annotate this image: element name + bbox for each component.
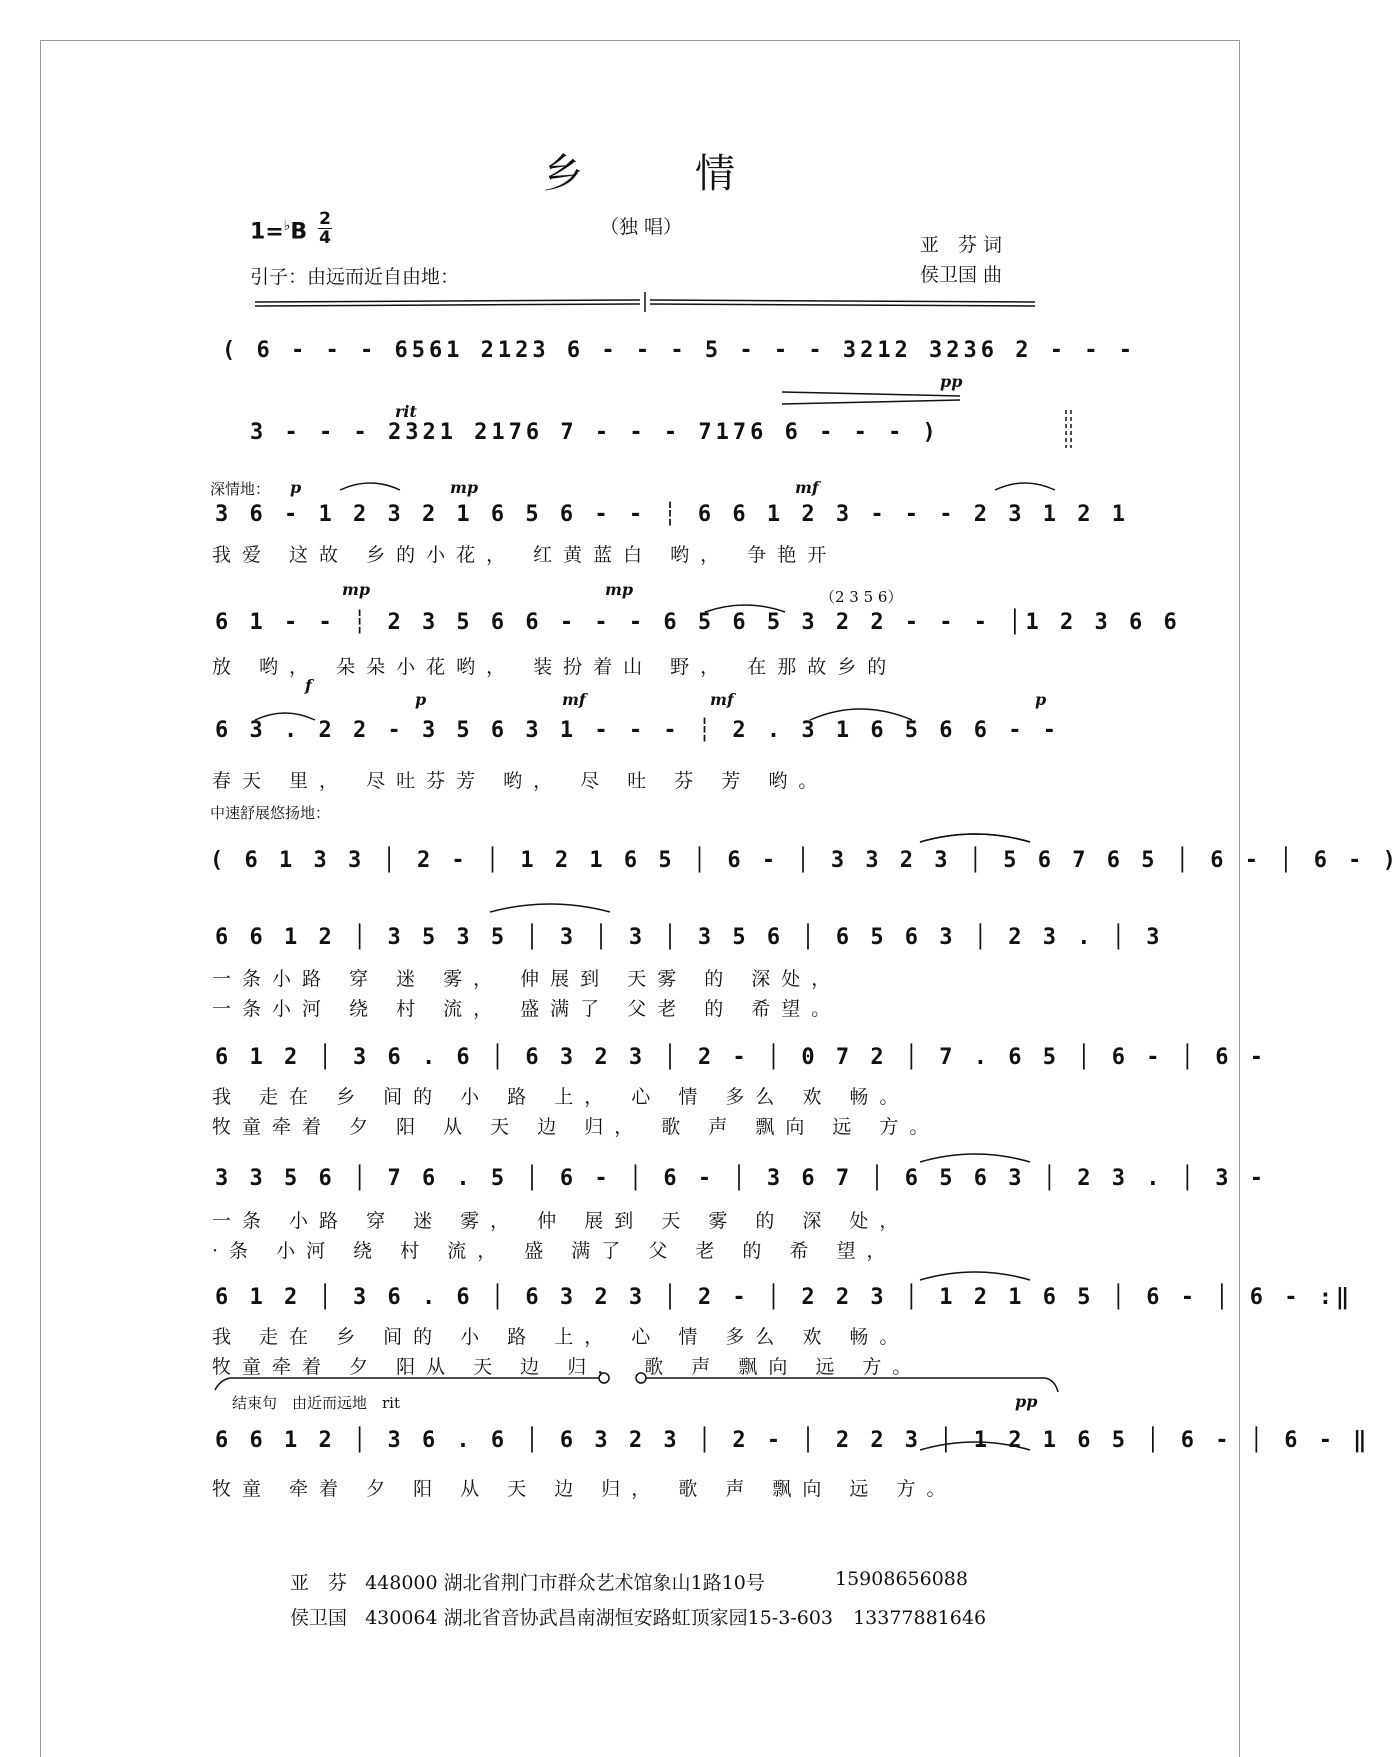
lyrics-line-10b: 牧童牵着 夕 阳从 天 边 归， 歌 声 飘向 远 方。 [212,1356,923,1378]
score-line-9: 3 3 5 6 │ 7 6 . 5 │ 6 - │ 6 - │ 3 6 7 │ 6 5 6 3 │ 2 3 . │ 3 - [215,1166,1267,1191]
score-line-10: 6 1 2 │ 3 6 . 6 │ 6 3 2 3 │ 2 - │ 2 2 3 │ 1 2 1 6 5 │ 6 - │ 6 - :‖ [215,1285,1354,1310]
dyn-pp-intro: pp [940,372,963,391]
lyrics-line-8b: 牧童牵着 夕 阳 从 天 边 归， 歌 声 飘向 远 方。 [212,1116,940,1138]
lyrics-line-3: 我爱 这故 乡的小花， 红黄蓝白 哟， 争艳开 [212,544,838,566]
score-line-2: 3 - - - 2321 2176 7 - - - 7176 6 - - - ) [250,420,940,445]
rit-mark: rit [395,402,417,421]
dyn-p-2: p [415,690,427,709]
flat-sign: ♭ [283,218,291,234]
lyrics-line-10a: 我 走在 乡 间的 小 路 上， 心 情 多么 欢 畅。 [212,1326,910,1348]
lyrics-line-9a: 一条 小路 穿 迷 雾， 仲 展到 天 雾 的 深 处， [212,1210,910,1232]
dyn-f: f [305,676,312,695]
dyn-mp-1: mp [450,478,479,497]
ending-marking: 结束句 由近而远地 rit [232,1394,400,1412]
contact-phone: 13377881646 [853,1607,987,1629]
score-line-11: 6 6 1 2 │ 3 6 . 6 │ 6 3 2 3 │ 2 - │ 2 2 3 │ 1 2 1 6 5 │ 6 - │ 6 - ‖ [215,1428,1371,1453]
key-note: B [290,219,308,245]
intro-instruction: 引子：由远而近自由地： [250,266,460,288]
time-bottom: 4 [319,228,331,248]
dyn-mf-3: mf [710,690,734,709]
lyrics-line-8a: 我 走在 乡 间的 小 路 上， 心 情 多么 欢 畅。 [212,1086,910,1108]
contact-composer [290,1603,986,1630]
lyricist: 亚 芬 词 [920,234,1003,256]
subtitle: （独 唱） [600,216,683,238]
score-line-7: 6 6 1 2 │ 3 5 3 5 │ 3 │ 3 │ 3 5 6 │ 6 5 6 3 │ 2 3 . │ 3 [215,925,1164,950]
lyrics-line-11: 牧童 牵着 夕 阳 从 天 边 归， 歌 声 飘向 远 方。 [212,1478,957,1500]
contact-name: 亚 芬 [290,1572,348,1594]
composer: 侯卫国 曲 [920,264,1003,286]
contact-name: 侯卫国 [290,1607,348,1629]
contact-lyricist [290,1568,968,1595]
dyn-mf-1: mf [795,478,819,497]
paren-notes: （2 3 5 6） [820,588,903,606]
time-top: 2 [319,209,331,229]
dyn-p-3: p [1035,690,1047,709]
tempo-marking-1: 深情地： [210,480,271,498]
dyn-mp-2: mp [342,580,371,599]
song-title: 乡 情 [543,151,771,197]
score-line-1: ( 6 - - - 6561 2123 6 - - - 5 - - - 3212 3236 2 - - - [222,338,1136,363]
lyrics-line-7b: 一条小河 绕 村 流， 盛满了 父老 的 希望。 [212,998,842,1020]
dyn-mf-2: mf [562,690,586,709]
lyrics-line-4: 放 哟， 朵朵小花哟， 装扮着山 野， 在那故乡的 [212,656,898,678]
tempo-marking-2: 中速舒展悠扬地： [210,804,331,822]
contact-address: 448000 湖北省荆门市群众艺术馆象山1路10号 [365,1572,765,1594]
lyrics-line-9b: ·条 小河 绕 村 流， 盛 满了 父 老 的 希 望， [212,1240,897,1262]
contact-phone: 15908656088 [835,1568,968,1590]
dyn-p-1: p [290,478,302,497]
score-line-5: 6 3 . 2 2 - 3 5 6 3 1 - - - ┆ 2 . 3 1 6 5 6 6 - - [215,718,1061,743]
key-label: 1= [250,219,284,245]
score-line-3: 3 6 - 1 2 3 2 1 6 5 6 - - ┆ 6 6 1 2 3 - - - 2 3 1 2 1 [215,502,1129,527]
score-line-8: 6 1 2 │ 3 6 . 6 │ 6 3 2 3 │ 2 - │ 0 7 2 │ 7 . 6 5 │ 6 - │ 6 - [215,1045,1267,1070]
lyrics-line-5: 春天 里， 尽吐芬芳 哟， 尽 吐 芬 芳 哟。 [212,770,829,792]
contact-address: 430064 湖北省音协武昌南湖恒安路虹顶家园15-3-603 [365,1607,834,1629]
score-line-6: ( 6 1 3 3 │ 2 - │ 1 2 1 6 5 │ 6 - │ 3 3 2 3 │ 5 6 7 6 5 │ 6 - │ 6 - ) [210,848,1400,873]
dyn-pp-ending: pp [1015,1392,1038,1411]
score-line-4: 6 1 - - ┆ 2 3 5 6 6 - - - 6 5 6 5 3 2 2 - - - │1 2 3 6 6 [215,610,1181,635]
dyn-mp-3: mp [605,580,634,599]
lyrics-line-7a: 一条小路 穿 迷 雾， 伸展到 天雾 的 深处， [212,968,842,990]
